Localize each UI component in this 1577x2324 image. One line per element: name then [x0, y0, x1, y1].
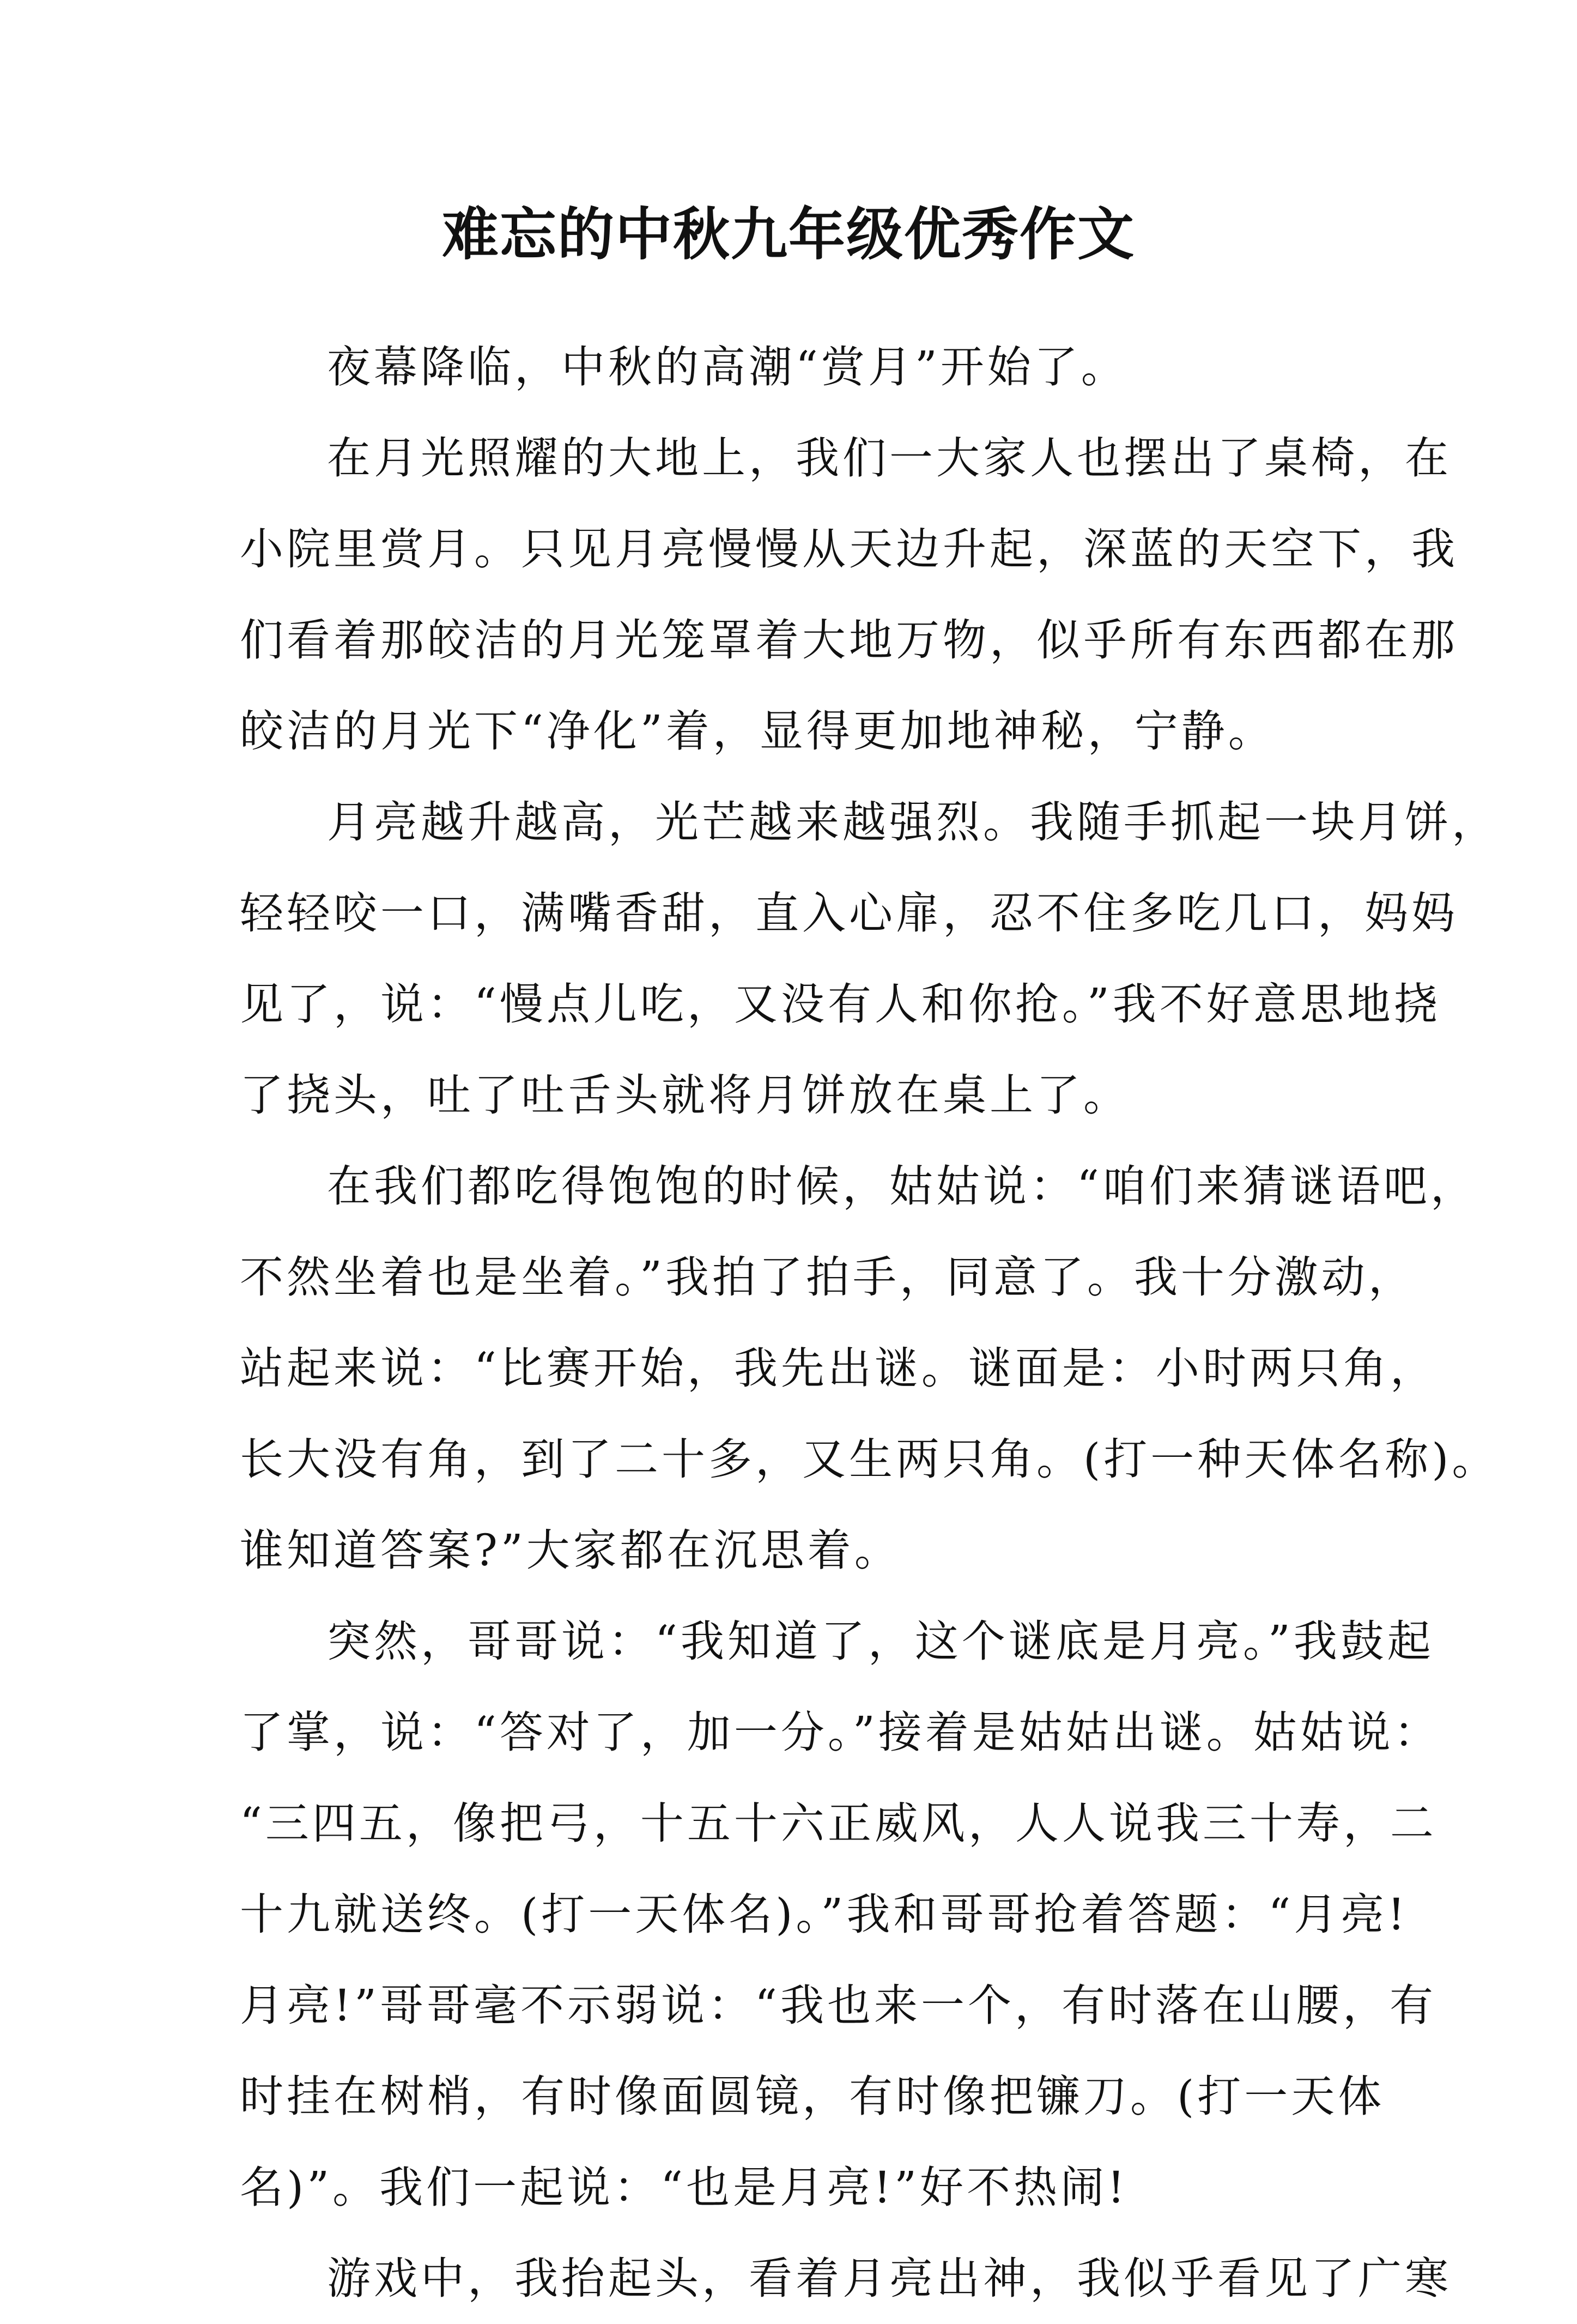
paragraph-line: 不然坐着也是坐着。”我拍了拍手，同意了。我十分激动，: [240, 1252, 1415, 1303]
paragraph-line: 在我们都吃得饱饱的时候，姑姑说：“咱们来猜谜语吧，: [327, 1161, 1477, 1212]
paragraph-line: 十九就送终。(打一天体名)。”我和哥哥抢着答题：“月亮!: [240, 1889, 1409, 1940]
document-title: 难忘的中秋九年级优秀作文: [441, 201, 1135, 268]
paragraph-line: 谁知道答案?”大家都在沉思着。: [240, 1525, 901, 1576]
paragraph-line: 月亮越升越高，光芒越来越强烈。我随手抓起一块月饼，: [327, 797, 1499, 848]
document-body: [240, 322, 1499, 2324]
paragraph-line: 轻轻咬一口，满嘴香甜，直入心扉，忍不住多吃几口，妈妈: [240, 888, 1458, 939]
paragraph-line: 见了，说：“慢点儿吃，又没有人和你抢。”我不好意思地挠: [240, 979, 1441, 1030]
paragraph-line: 月亮!”哥哥毫不示弱说：“我也来一个，有时落在山腰，有: [240, 1980, 1436, 2031]
paragraph-line: 们看着那皎洁的月光笼罩着大地万物，似乎所有东西都在那: [240, 615, 1458, 665]
paragraph-line: “三四五，像把弓，十五十六正威风，人人说我三十寿，二: [240, 1798, 1437, 1849]
paragraph-line: 时挂在树梢，有时像面圆镜，有时像把镰刀。(打一天体: [240, 2071, 1385, 2122]
paragraph-line: 名)”。我们一起说：“也是月亮!”好不热闹!: [240, 2162, 1129, 2213]
paragraph-line: 在月光照耀的大地上，我们一大家人也摆出了桌椅，在: [327, 433, 1452, 483]
paragraph-line: 站起来说：“比赛开始，我先出谜。谜面是：小时两只角，: [240, 1343, 1437, 1394]
paragraph-line: 小院里赏月。只见月亮慢慢从天边升起，深蓝的天空下，我: [240, 524, 1458, 574]
paragraph-line: 了掌，说：“答对了，加一分。”接着是姑姑出谜。姑姑说：: [240, 1707, 1441, 1758]
paragraph-line: 夜幕降临，中秋的高潮“赏月”开始了。: [327, 342, 1128, 392]
paragraph-line: 了挠头，吐了吐舌头就将月饼放在桌上了。: [240, 1070, 1130, 1121]
paragraph-line: 突然，哥哥说：“我知道了，这个谜底是月亮。”我鼓起: [327, 1616, 1434, 1667]
paragraph-line: 游戏中，我抬起头，看着月亮出神，我似乎看见了广寒: [327, 2253, 1452, 2304]
paragraph-line: 长大没有角，到了二十多，又生两只角。(打一种天体名称)。: [240, 1434, 1499, 1485]
paragraph-line: 皎洁的月光下“净化”着，显得更加地神秘，宁静。: [240, 706, 1275, 756]
